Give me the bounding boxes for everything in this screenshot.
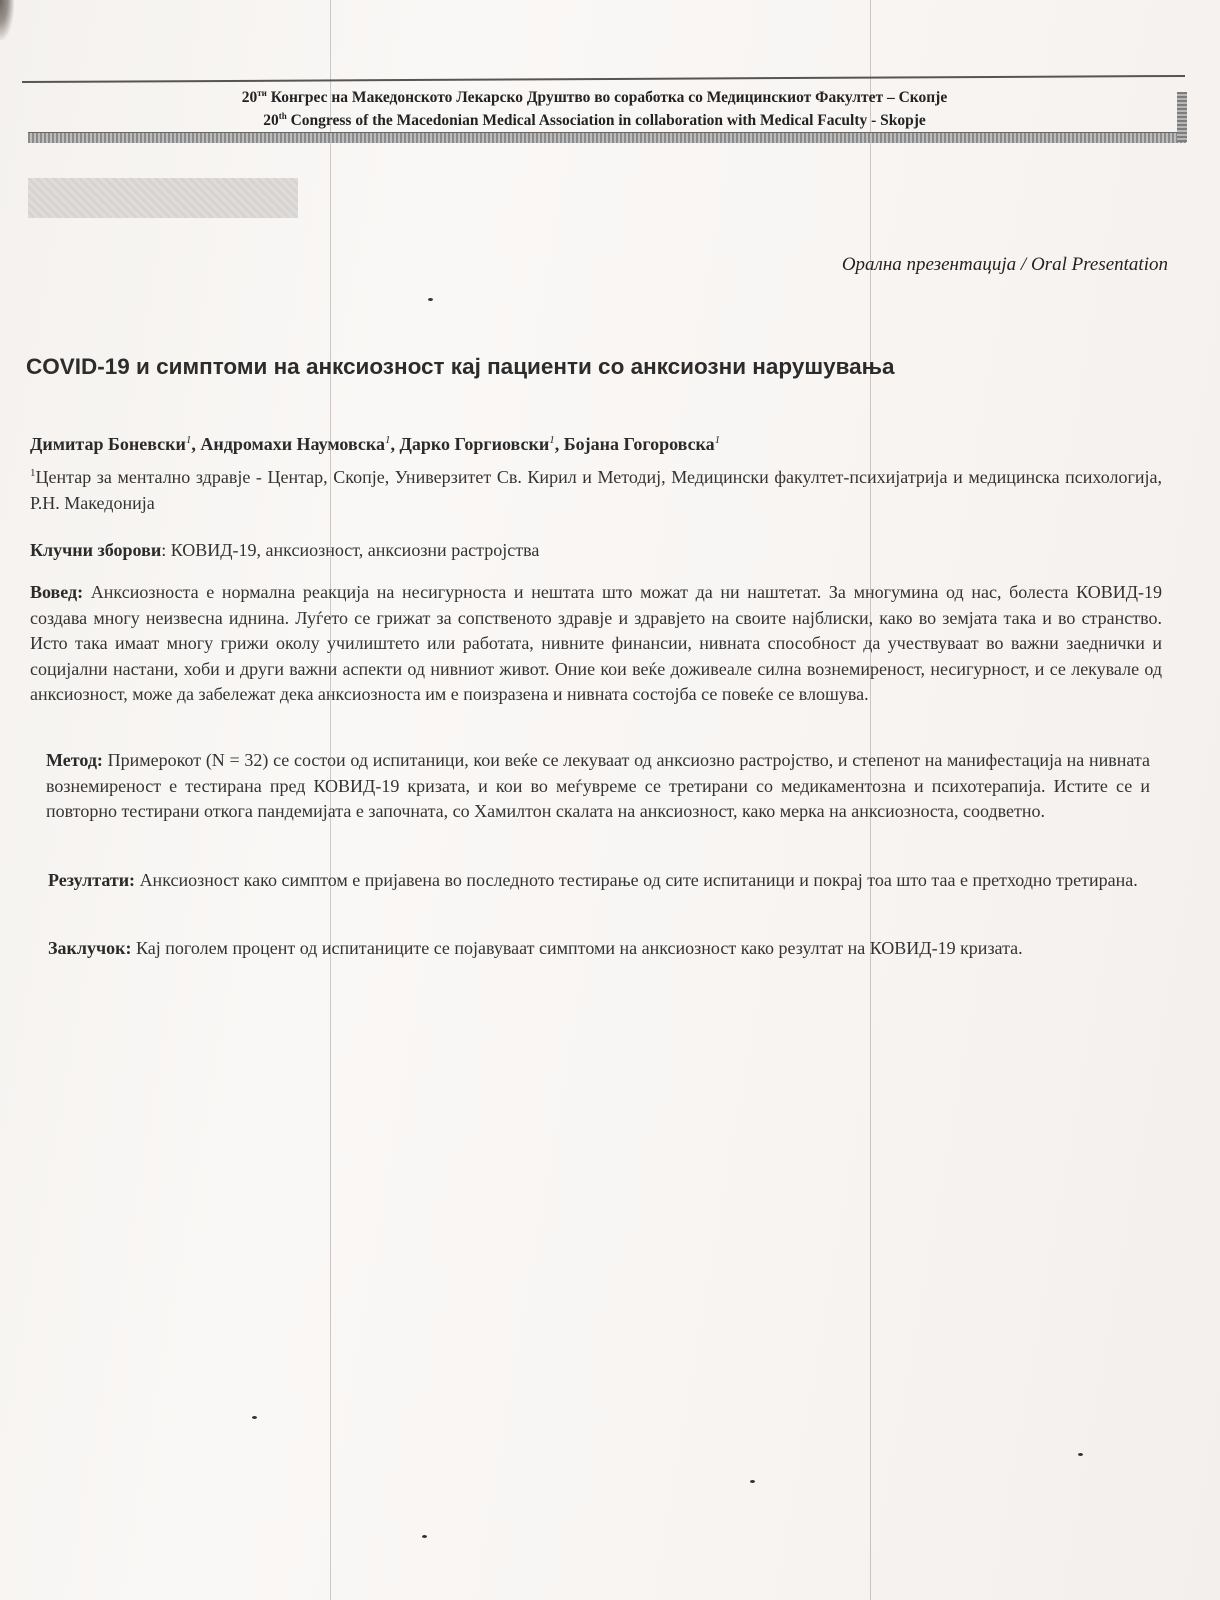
author — [564, 434, 720, 454]
section-conclusion — [48, 936, 1144, 962]
header-title-en: Congress of the Macedonian Medical Association in collaboration with Medical Faculty - Skopje — [290, 112, 926, 130]
session-code-smudge — [28, 178, 298, 218]
section-label: Резултати: — [48, 870, 136, 890]
header-ordinal-suffix: th — [278, 111, 287, 122]
author-affiliation-mark: 1 — [185, 434, 192, 446]
paper-speck — [252, 1416, 257, 1419]
affiliation-text: Центар за ментално здравје - Центар, Скопје, Универзитет Св. Кирил и Методиј, Медицински факултет-психијатрија и медицинска психологија, Р.Н. Македонија — [30, 467, 1162, 513]
header-line-en — [22, 107, 1167, 130]
author-name: Дарко Горгиовски — [399, 434, 550, 454]
abstract-title: COVID-19 и симптоми на анксиозност кај пациенти со анксиозни нарушувања — [26, 354, 895, 379]
presentation-type: Орална презентација / Oral Presentation — [841, 254, 1168, 275]
affiliation — [30, 460, 1162, 516]
section-text: Анксиозност како симптом е пријавена во последното тестирање од сите испитаници и покрај тоа што таа е претходно третирана. — [135, 870, 1138, 890]
page-corner-shadow — [0, 0, 14, 40]
keywords-label: Клучни зборови — [30, 540, 162, 560]
affiliation-mark: 1 — [30, 467, 36, 479]
paper-speck — [422, 1535, 427, 1538]
author-affiliation-mark: 1 — [385, 434, 391, 446]
header-text — [22, 84, 1167, 130]
section-label: Вовед: — [30, 582, 84, 602]
author-affiliation-mark: 1 — [549, 434, 555, 446]
section-label: Заклучок: — [48, 938, 132, 958]
author-name: Димитар Боневски — [30, 434, 186, 454]
author — [30, 434, 200, 454]
header-ordinal-suffix: ти — [257, 88, 267, 98]
header-right-bar — [1177, 92, 1187, 142]
conference-header — [22, 76, 1187, 146]
section-text: Кај поголем процент од испитаниците се појавуваат симптоми на анксиозност како резултат на КОВИД-19 кризата. — [131, 938, 1023, 958]
header-top-rule — [22, 75, 1185, 83]
section-results — [48, 868, 1148, 894]
author-separator: , — [390, 434, 400, 454]
author-separator: , — [554, 434, 564, 454]
author — [200, 434, 399, 454]
header-ordinal: 20 — [263, 112, 279, 130]
author-list — [30, 434, 1170, 455]
paper-speck — [750, 1480, 755, 1483]
header-ordinal: 20 — [241, 89, 258, 107]
header-line-mk — [22, 84, 1167, 107]
section-introduction — [30, 580, 1162, 708]
section-label: Метод: — [46, 750, 103, 770]
section-text: Примерокот (N = 32) се состои од испитаници, кои веќе се лекуваат од анксиозно растројство, и степенот на манифестација на нивната вознемиреност е тестирана пред КОВИД-19 кризата, и кои во меѓувреме се третирани со медикаментозна и психотерапија. Истите се и повторно тестирани откога пандемијата е започната, со Хамилтон скалата на анксиозност, како мерка на анксиозноста, соодветно. — [46, 750, 1150, 821]
section-method — [46, 748, 1150, 825]
author-name: Андромахи Наумовска — [200, 434, 386, 454]
paper-speck — [428, 298, 433, 301]
header-title-mk: Конгрес на Македонското Лекарско Друштво во соработка со Медицинскиот Факултет – Скопје — [270, 89, 948, 107]
author-separator: , — [191, 434, 201, 454]
author-affiliation-mark: 1 — [714, 434, 721, 446]
keywords — [30, 538, 1162, 564]
header-bottom-bar — [28, 132, 1186, 143]
author — [400, 434, 564, 454]
section-text: Анксиозноста е нормална реакција на несигурноста и нештата што можат да ни наштетат. За многумина од нас, болеста КОВИД-19 создава многу неизвесна иднина. Луѓето се грижат за сопственото здравје и здравјето на своите најблиски, како во земјата така и во странство. Исто така имаат многу грижи околу училиштето или работата, нивните финансии, нивната способност да учествуваат во важни заеднички и социјални настани, хоби и други важни аспекти од нивниот живот. Оние кои веќе доживеале силна вознемиреност, несигурност, и се лекувале од анксиозност, може да забележат дека анксиозноста им е поизразена и нивната состојба се повеќе се влошува. — [30, 582, 1162, 704]
author-name: Бојана Гогоровска — [563, 434, 715, 454]
keywords-text: : КОВИД-19, анксиозност, анксиозни растројства — [161, 540, 540, 560]
paper-speck — [1078, 1453, 1083, 1456]
